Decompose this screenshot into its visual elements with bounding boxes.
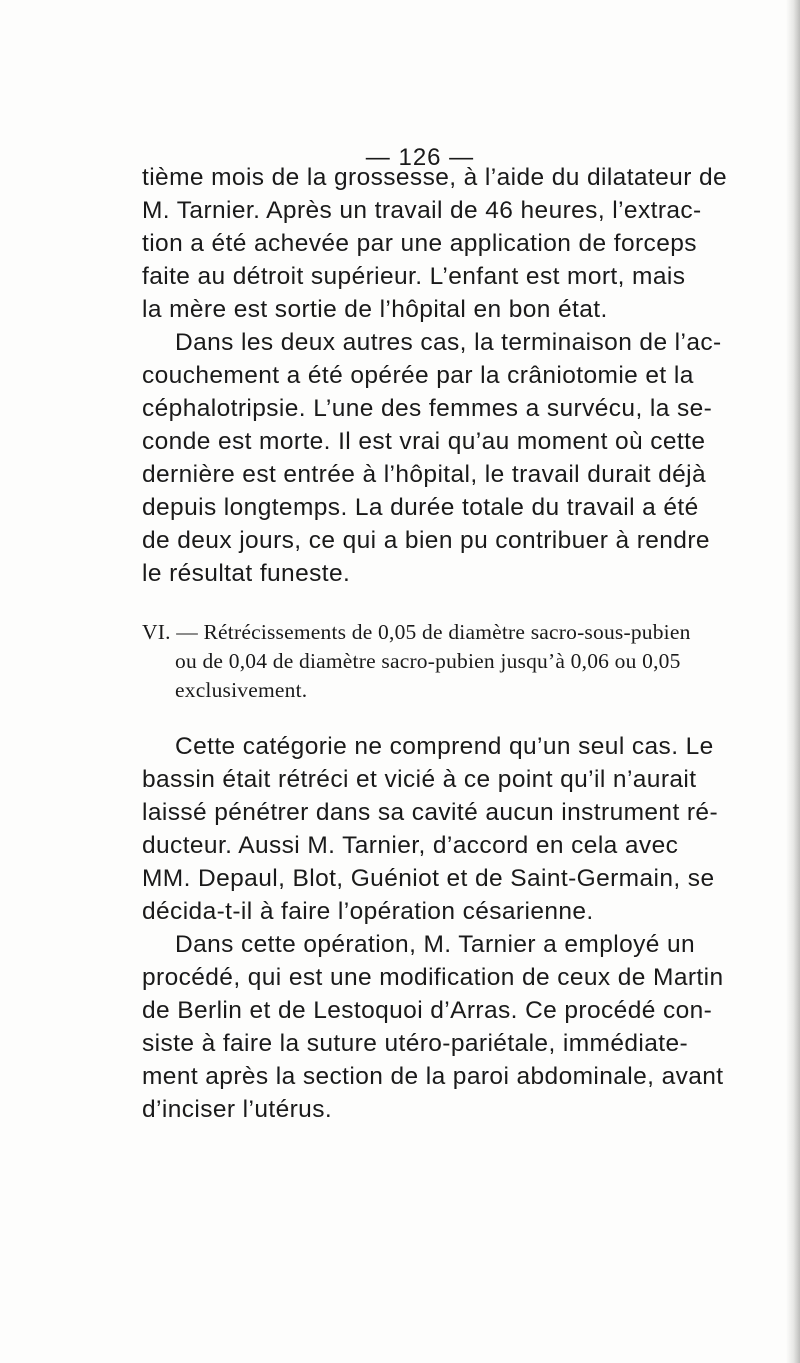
text-line: ment après la section de la paroi abdominale, avant [142,1063,724,1090]
text-line: le résultat funeste. [142,560,351,587]
text-line: la mère est sortie de l’hôpital en bon état. [142,296,608,323]
text-line: tion a été achevée par une application de forceps [142,230,697,257]
text-line: MM. Depaul, Blot, Guéniot et de Saint-Germain, se [142,865,715,892]
section-heading-line: exclusivement. [175,678,308,702]
page-number: — 126 — [365,144,475,171]
text-line: laissé pénétrer dans sa cavité aucun instrument ré- [142,799,719,826]
text-line: de Berlin et de Lestoquoi d’Arras. Ce procédé con- [142,997,713,1024]
text-line: de deux jours, ce qui a bien pu contribuer à rendre [142,527,710,554]
text-line: M. Tarnier. Après un travail de 46 heures, l’extrac- [142,197,702,224]
text-line: dernière est entrée à l’hôpital, le travail durait déjà [142,461,707,488]
section-heading-line: ou de 0,04 de diamètre sacro-pubien jusqu’à 0,06 ou 0,05 [175,649,681,673]
text-line: Cette catégorie ne comprend qu’un seul cas. Le [175,733,714,760]
text-line: procédé, qui est une modification de ceux de Martin [142,964,724,991]
text-line: bassin était rétréci et vicié à ce point qu’il n’aurait [142,766,697,793]
text-line: Dans cette opération, M. Tarnier a employé un [175,931,696,958]
text-line: faite au détroit supérieur. L’enfant est mort, mais [142,263,686,290]
text-line: siste à faire la suture utéro-pariétale, immédiate- [142,1030,689,1057]
text-line: d’inciser l’utérus. [142,1096,333,1123]
text-line: couchement a été opérée par la crâniotomie et la [142,362,694,389]
section-heading-line: VI. — Rétrécissements de 0,05 de diamètre sacro-sous-pubien [142,620,691,644]
text-line: conde est morte. Il est vrai qu’au moment où cette [142,428,706,455]
text-line: ducteur. Aussi M. Tarnier, d’accord en cela avec [142,832,679,859]
text-line: céphalotripsie. L’une des femmes a survécu, la se- [142,395,713,422]
text-line: Dans les deux autres cas, la terminaison de l’ac- [175,329,722,356]
text-line: décida-t-il à faire l’opération césarienne. [142,898,594,925]
text-line: depuis longtemps. La durée totale du travail a été [142,494,699,521]
text-line: tième mois de la grossesse, à l’aide du dilatateur de [142,164,728,191]
